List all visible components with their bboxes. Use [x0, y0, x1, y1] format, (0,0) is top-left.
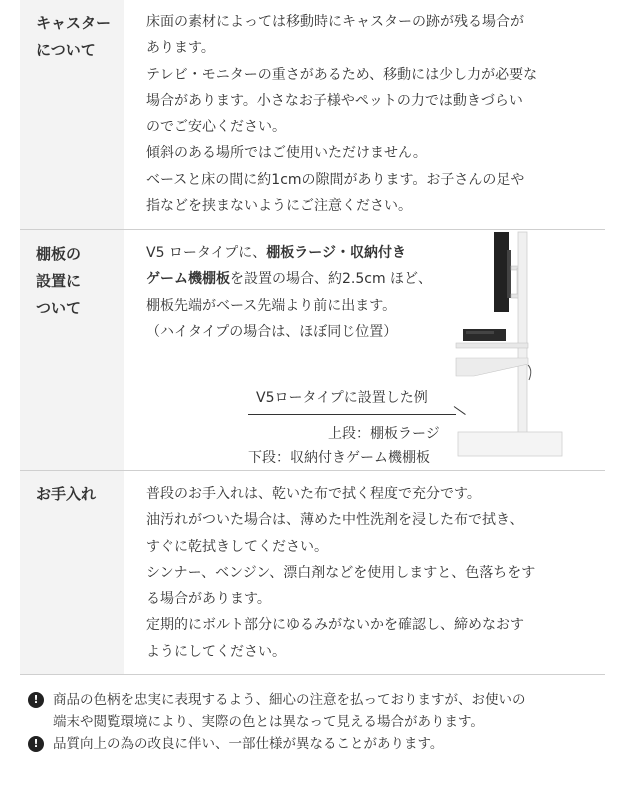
- caster-line: テレビ・モニターの重さがあるため、移動には少し力が必要な: [146, 66, 538, 83]
- heading-shelf-line1: 棚板の: [36, 245, 82, 263]
- notes: [28, 689, 613, 755]
- care-line: る場合があります。: [146, 591, 271, 608]
- exclamation-circle-icon: !: [28, 736, 44, 752]
- note-color-line1: 商品の色柄を忠実に表現するよう、細心の注意を払っておりますが、お使いの: [53, 692, 526, 708]
- example-lower-shelf: 下段：収納付きゲーム機棚板: [248, 450, 430, 466]
- row-care: [20, 471, 605, 675]
- caster-line: 傾斜のある場所ではご使用いただけません。: [146, 145, 427, 162]
- example-underline: [248, 414, 456, 415]
- heading-caster: [20, 0, 124, 229]
- note-color: [28, 689, 613, 733]
- caster-line: 場合があります。小さなお子様やペットの力では動きづらい: [146, 92, 523, 109]
- care-text: [124, 471, 605, 674]
- heading-caster-line1: キャスター: [36, 14, 112, 32]
- caster-line: のでご安心ください。: [146, 119, 286, 136]
- care-line: 普段のお手入れは、乾いた布で拭く程度で充分です。: [146, 486, 481, 502]
- heading-care-text: お手入れ: [36, 485, 97, 503]
- care-line: すぐに乾拭きしてください。: [146, 538, 328, 555]
- tv-stand-illustration: [454, 230, 574, 470]
- shelf-text: [124, 230, 605, 470]
- row-caster: [20, 0, 605, 230]
- heading-care: [20, 471, 124, 674]
- caster-line: あります。: [146, 40, 215, 57]
- heading-shelf: [20, 230, 124, 470]
- heading-shelf-line2: 設置に: [36, 272, 82, 290]
- care-line: ようにしてください。: [146, 643, 286, 660]
- caster-text: [124, 0, 605, 229]
- spec-table: [20, 0, 605, 675]
- row-shelf: [20, 230, 605, 471]
- note-spec-text: 品質向上の為の改良に伴い、一部仕様が異なることがあります。: [53, 736, 444, 752]
- example-upper-shelf: 上段：棚板ラージ: [328, 426, 440, 442]
- caster-line: 指などを挟まないようにご注意ください。: [146, 198, 412, 215]
- note-spec: [28, 733, 613, 755]
- shelf-line2-text: を設置の場合、約2.5cm ほど、: [230, 271, 433, 288]
- heading-shelf-line3: ついて: [36, 299, 82, 317]
- example-title: V5ロータイプに設置した例: [256, 390, 428, 406]
- shelf-line4: （ハイタイプの場合は、ほぼ同じ位置）: [146, 323, 398, 340]
- shelf-line1-text: V5 ロータイプに、: [146, 245, 267, 261]
- shelf-line2-bold: ゲーム機棚板: [146, 271, 230, 288]
- care-line: 油汚れがついた場合は、薄めた中性洗剤を浸した布で拭き、: [146, 512, 524, 529]
- exclamation-circle-icon: !: [28, 692, 44, 708]
- shelf-line1-bold: 棚板ラージ・収納付き: [266, 245, 406, 261]
- caster-line: 床面の素材によっては移動時にキャスターの跡が残る場合が: [146, 14, 524, 30]
- care-line: シンナー、ベンジン、漂白剤などを使用しますと、色落ちをす: [146, 564, 536, 581]
- caster-line: ベースと床の間に約1cmの隙間があります。お子さんの足や: [146, 171, 525, 188]
- shelf-line3: 棚板先端がベース先端より前に出ます。: [146, 297, 397, 314]
- care-line: 定期的にボルト部分にゆるみがないかを確認し、締めなおす: [146, 617, 524, 634]
- installation-example: [248, 386, 440, 466]
- heading-caster-line2: について: [36, 41, 96, 59]
- note-color-line2: 端末や閲覧環境により、実際の色とは異なって見える場合があります。: [53, 714, 484, 730]
